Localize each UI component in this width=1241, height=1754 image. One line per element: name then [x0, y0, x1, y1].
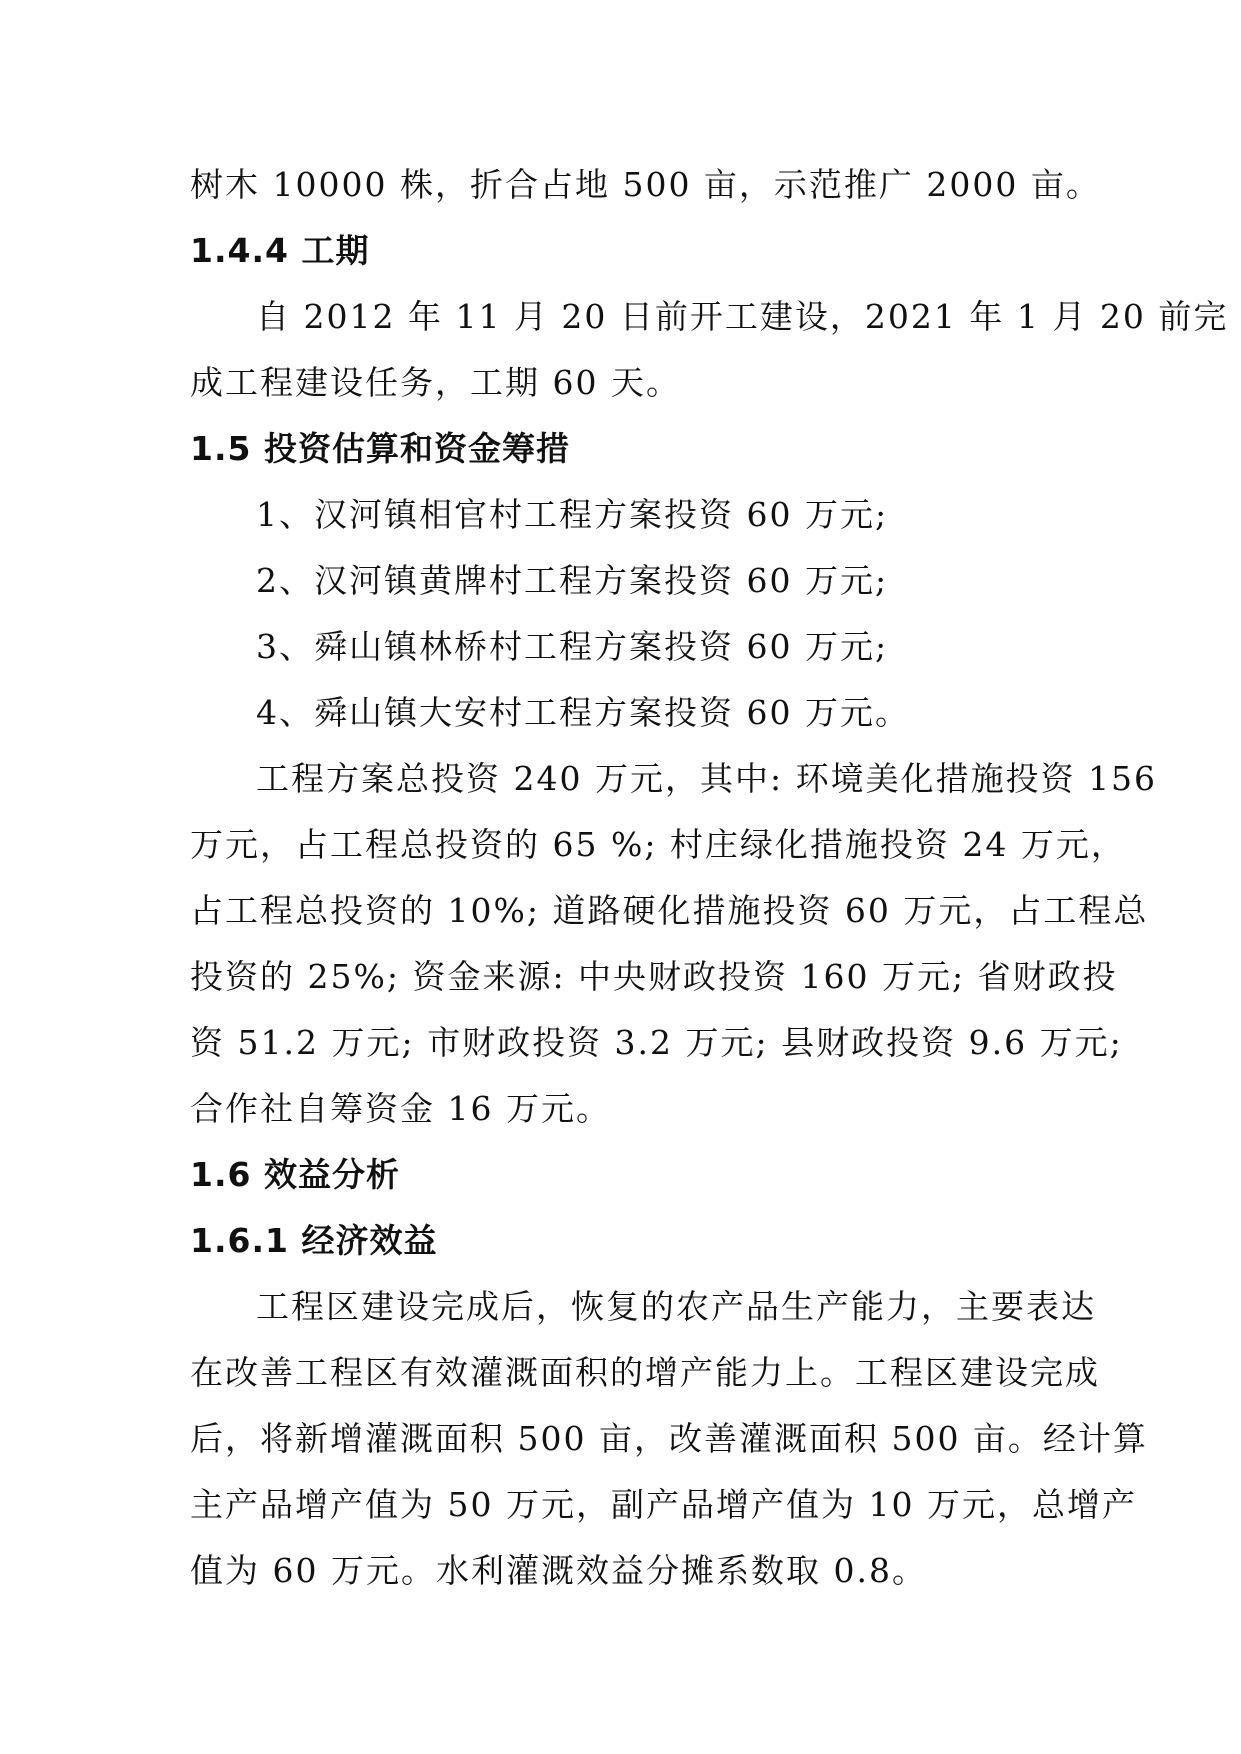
list-item: 4、舜山镇大安村工程方案投资 60 万元。 — [256, 693, 910, 732]
paragraph-line: 成工程建设任务，工期 60 天。 — [190, 363, 681, 402]
paragraph-line: 万元，占工程总投资的 65 %; 村庄绿化措施投资 24 万元， — [190, 825, 1126, 864]
paragraph-line: 投资的 25%; 资金来源: 中央财政投资 160 万元; 省财政投 — [190, 957, 1118, 996]
document-body — [190, 152, 1229, 1604]
paragraph-line: 自 2012 年 11 月 20 日前开工建设，2021 年 1 月 20 前完 — [256, 297, 1229, 336]
section-heading-1-5: 1.5 投资估算和资金筹措 — [190, 429, 570, 468]
paragraph-line: 树木 10000 株，折合占地 500 亩，示范推广 2000 亩。 — [190, 165, 1101, 204]
section-heading-1-6: 1.6 效益分析 — [190, 1155, 400, 1194]
section-heading-1-6-1: 1.6.1 经济效益 — [190, 1221, 438, 1260]
paragraph-line: 合作社自筹资金 16 万元。 — [190, 1089, 611, 1128]
paragraph-line: 占工程总投资的 10%; 道路硬化措施投资 60 万元，占工程总 — [190, 891, 1149, 930]
paragraph-line: 资 51.2 万元; 市财政投资 3.2 万元; 县财政投资 9.6 万元; — [190, 1023, 1123, 1062]
list-item: 1、汉河镇相官村工程方案投资 60 万元; — [256, 495, 889, 534]
list-item: 3、舜山镇林桥村工程方案投资 60 万元; — [256, 627, 889, 666]
section-heading-1-4-4: 1.4.4 工期 — [190, 231, 370, 270]
paragraph-line: 后，将新增灌溉面积 500 亩，改善灌溉面积 500 亩。经计算 — [190, 1419, 1148, 1458]
paragraph-line: 工程方案总投资 240 万元，其中: 环境美化措施投资 156 — [256, 759, 1158, 798]
paragraph-line: 工程区建设完成后，恢复的农产品生产能力，主要表达 — [256, 1287, 1096, 1326]
paragraph-line: 值为 60 万元。水利灌溉效益分摊系数取 0.8。 — [190, 1551, 927, 1590]
list-item: 2、汉河镇黄牌村工程方案投资 60 万元; — [256, 561, 889, 600]
paragraph-line: 主产品增产值为 50 万元，副产品增产值为 10 万元，总增产 — [190, 1485, 1137, 1524]
paragraph-line: 在改善工程区有效灌溉面积的增产能力上。工程区建设完成 — [190, 1353, 1100, 1392]
